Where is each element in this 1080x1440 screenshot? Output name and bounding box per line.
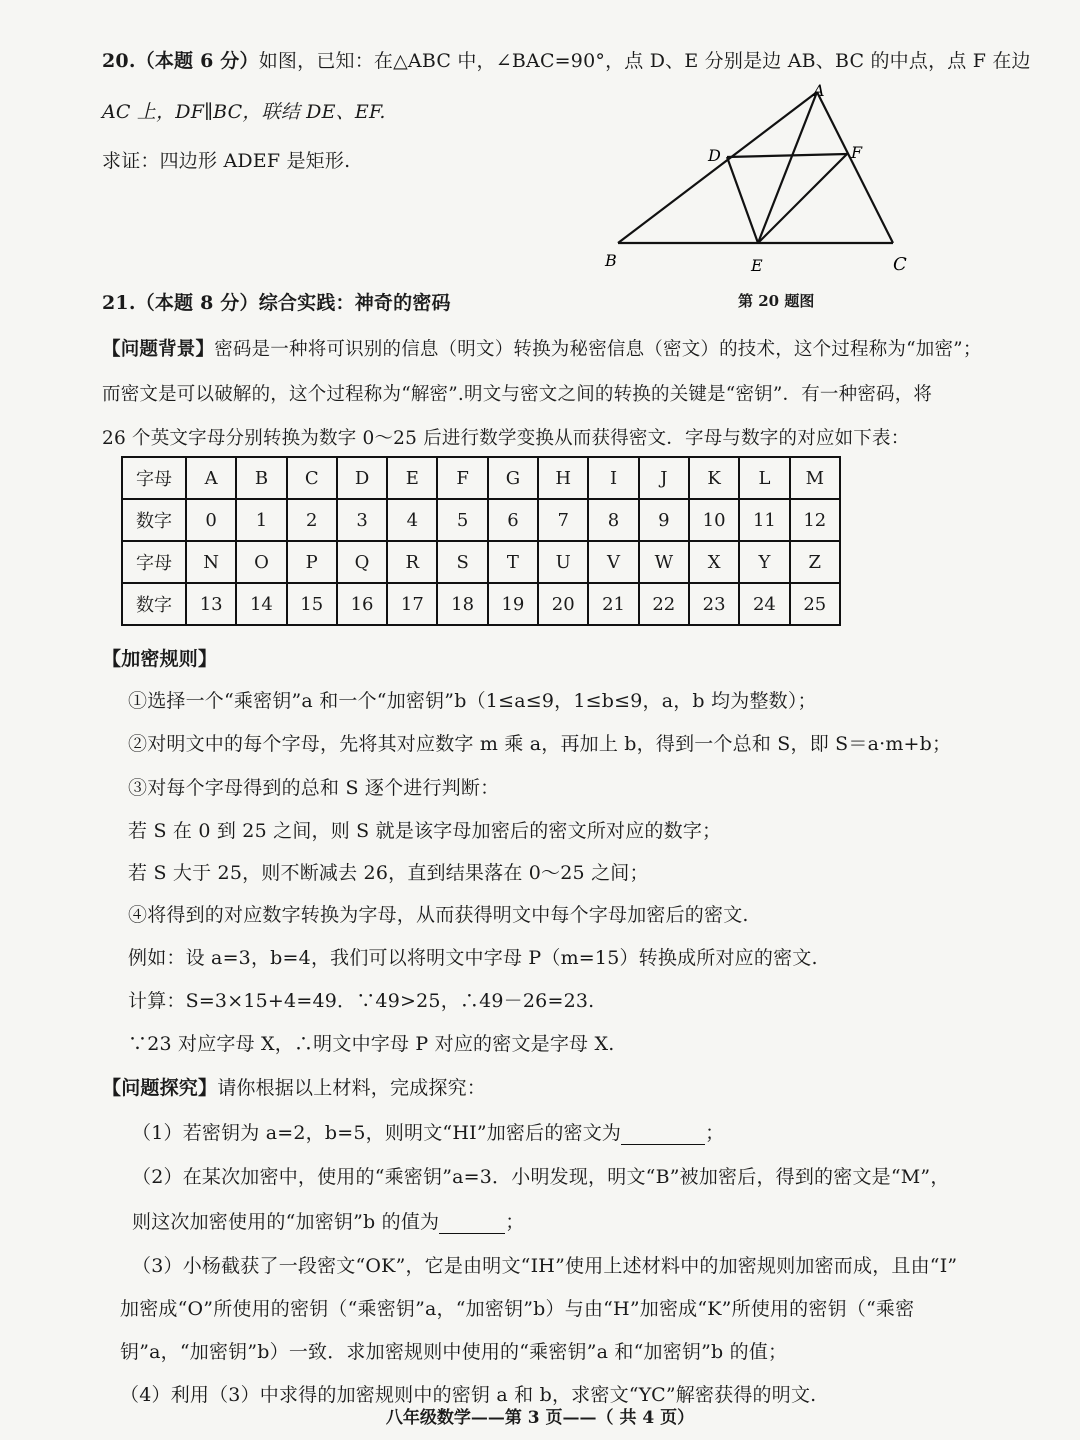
q20-number: 20. — [102, 50, 136, 72]
answer-blank-2[interactable] — [439, 1211, 505, 1234]
rule-3b: 若 S 大于 25，则不断减去 26，直到结果落在 0～25 之间； — [128, 862, 649, 884]
q21-title: 综合实践：神奇的密码 — [258, 292, 451, 314]
question-3c: 钥”a，“加密钥”b）一致．求加密规则中使用的“乘密钥”a 和“加密钥”b 的值； — [120, 1341, 788, 1363]
table-cell: T — [488, 541, 538, 583]
table-cell: 19 — [488, 583, 538, 625]
table-cell: E — [387, 457, 437, 499]
table-row-header: 字母 — [122, 541, 186, 583]
example-2: 计算：S=3×15+4=49．∵49>25，∴49－26=23. — [128, 990, 595, 1012]
table-cell: O — [236, 541, 286, 583]
segment-AC — [817, 92, 893, 243]
table-cell: Y — [739, 541, 789, 583]
table-cell: L — [739, 457, 789, 499]
question-1 — [132, 1118, 724, 1145]
table-cell: 8 — [588, 499, 638, 541]
example-1: 例如：设 a=3，b=4，我们可以将明文中字母 P（m=15）转换成所对应的密文. — [128, 947, 818, 969]
question-3b: 加密成“O”所使用的密钥（“乘密钥”a，“加密钥”b）与由“H”加密成“K”所使用的密钥（“乘密 — [120, 1298, 915, 1320]
table-cell: U — [538, 541, 588, 583]
rules-tag: 【加密规则】 — [102, 648, 218, 670]
q20-figure — [595, 78, 925, 278]
q21-background-3: 26 个英文字母分别转换为数字 0～25 后进行数学变换从而获得密文．字母与数字的对应如下表： — [102, 428, 910, 449]
rule-3a: 若 S 在 0 到 25 之间，则 S 就是该字母加密后的密文所对应的数字； — [128, 820, 722, 842]
q20-line1 — [102, 46, 1031, 73]
rule-1: ①选择一个“乘密钥”a 和一个“加密钥”b（1≤a≤9，1≤b≤9，a，b 均为整数）； — [128, 690, 817, 712]
label-F: F — [851, 143, 863, 162]
table-cell: 15 — [287, 583, 337, 625]
table-cell: 3 — [337, 499, 387, 541]
q20-line3: 求证：四边形 ADEF 是矩形. — [102, 150, 351, 172]
table-cell: H — [538, 457, 588, 499]
table-cell: G — [488, 457, 538, 499]
explore-tag: 【问题探究】 — [102, 1077, 218, 1099]
table-cell: 16 — [337, 583, 387, 625]
question-2-text: 则这次加密使用的“加密钥”b 的值为 — [132, 1211, 440, 1233]
table-cell: Q — [337, 541, 387, 583]
table-cell: 10 — [689, 499, 739, 541]
table-cell: P — [287, 541, 337, 583]
table-cell: J — [639, 457, 689, 499]
table-row-header: 数字 — [122, 583, 186, 625]
table-cell: W — [639, 541, 689, 583]
q20-line2: AC 上，DF∥BC，联结 DE、EF. — [102, 101, 386, 123]
table-cell: 13 — [186, 583, 236, 625]
table-cell: F — [437, 457, 487, 499]
table-cell: N — [186, 541, 236, 583]
label-D: D — [708, 146, 721, 165]
q21-background-1 — [102, 335, 982, 361]
table-cell: A — [186, 457, 236, 499]
table-cell: 11 — [739, 499, 789, 541]
table-cell: 23 — [689, 583, 739, 625]
question-1-end: ； — [705, 1122, 725, 1144]
segment-EF — [758, 154, 847, 243]
letter-number-table — [121, 456, 841, 626]
table-cell: D — [337, 457, 387, 499]
table-cell: V — [588, 541, 638, 583]
question-2-end: ； — [505, 1211, 525, 1233]
table-cell: 7 — [538, 499, 588, 541]
table-row — [122, 457, 840, 499]
segment-DF — [727, 154, 847, 157]
rule-4: ④将得到的对应数字转换为字母，从而获得明文中每个字母加密后的密文. — [128, 904, 749, 926]
label-E: E — [751, 256, 763, 275]
q20-figure-caption: 第 20 题图 — [738, 292, 815, 310]
table-cell: S — [437, 541, 487, 583]
label-C: C — [893, 254, 907, 275]
table-cell: M — [790, 457, 840, 499]
rule-3: ③对每个字母得到的总和 S 逐个进行判断： — [128, 777, 500, 799]
q21-heading — [102, 288, 451, 315]
table-cell: 14 — [236, 583, 286, 625]
table-cell: 0 — [186, 499, 236, 541]
segment-DE — [727, 157, 758, 243]
table-cell: 9 — [639, 499, 689, 541]
table-cell: I — [588, 457, 638, 499]
table-cell: R — [387, 541, 437, 583]
table-cell: 2 — [287, 499, 337, 541]
table-cell: X — [689, 541, 739, 583]
explore-heading — [102, 1073, 486, 1100]
table-cell: K — [689, 457, 739, 499]
table-cell: 12 — [790, 499, 840, 541]
table-row — [122, 541, 840, 583]
q21-score: （本题 8 分） — [135, 292, 259, 314]
label-B: B — [605, 251, 617, 270]
question-4: （4）利用（3）中求得的加密规则中的密钥 a 和 b，求密文“YC”解密获得的明文. — [120, 1384, 817, 1406]
background-text-1: 密码是一种将可识别的信息（明文）转换为秘密信息（密文）的技术，这个过程称为“加密”； — [214, 339, 982, 360]
table-cell: 21 — [588, 583, 638, 625]
table-cell: 1 — [236, 499, 286, 541]
table-cell: C — [287, 457, 337, 499]
table-cell: Z — [790, 541, 840, 583]
example-3: ∵23 对应字母 X，∴明文中字母 P 对应的密文是字母 X. — [128, 1033, 615, 1055]
table-cell: 4 — [387, 499, 437, 541]
background-tag: 【问题背景】 — [102, 339, 215, 360]
table-row-header: 数字 — [122, 499, 186, 541]
table-cell: 18 — [437, 583, 487, 625]
question-1-text: （1）若密钥为 a=2，b=5，则明文“HI”加密后的密文为 — [132, 1122, 622, 1144]
label-A: A — [813, 81, 825, 100]
page-footer: 八年级数学——第 3 页——（ 共 4 页） — [385, 1408, 695, 1428]
answer-blank-1[interactable] — [621, 1122, 705, 1145]
table-cell: 25 — [790, 583, 840, 625]
table-row — [122, 583, 840, 625]
table-cell: 22 — [639, 583, 689, 625]
table-cell: B — [236, 457, 286, 499]
table-cell: 17 — [387, 583, 437, 625]
table-cell: 6 — [488, 499, 538, 541]
q20-score: （本题 6 分） — [135, 50, 259, 72]
explore-intro: 请你根据以上材料，完成探究： — [217, 1077, 487, 1099]
table-row — [122, 499, 840, 541]
rule-2: ②对明文中的每个字母，先将其对应数字 m 乘 a，再加上 b，得到一个总和 S，即 S＝a·m+b； — [128, 733, 952, 755]
table-row-header: 字母 — [122, 457, 186, 499]
question-2a: （2）在某次加密中，使用的“乘密钥”a=3．小明发现，明文“B”被加密后，得到的密文是“M”， — [132, 1166, 950, 1188]
table-cell: 24 — [739, 583, 789, 625]
table-cell: 5 — [437, 499, 487, 541]
question-2b — [132, 1207, 524, 1234]
q20-text-1: 如图，已知：在△ABC 中，∠BAC=90°，点 D、E 分别是边 AB、BC 的中点，点 F 在边 — [258, 50, 1031, 72]
q21-number: 21. — [102, 292, 136, 314]
triangle-figure — [618, 92, 893, 243]
question-3a: （3）小杨截获了一段密文“OK”，它是由明文“IH”使用上述材料中的加密规则加密而成，且由“I” — [132, 1255, 958, 1277]
table-cell: 20 — [538, 583, 588, 625]
q21-background-2: 而密文是可以破解的，这个过程称为“解密”.明文与密文之间的转换的关键是“密钥”．有一种密码，将 — [102, 384, 933, 405]
